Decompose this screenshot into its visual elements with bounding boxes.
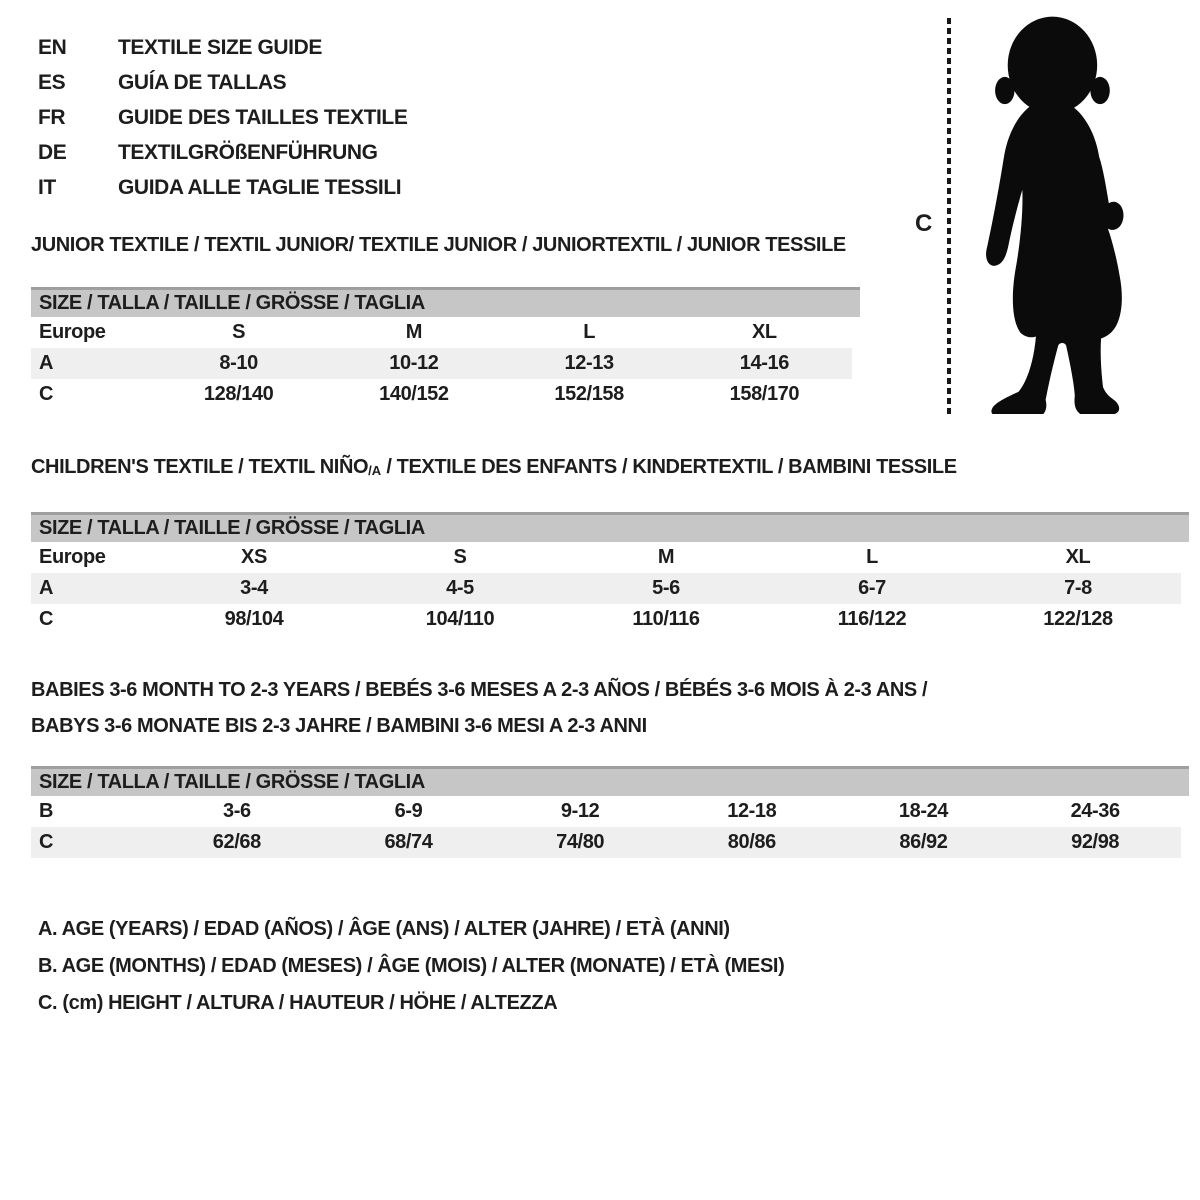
value-cell: 122/128	[1043, 608, 1113, 630]
language-guide-title: TEXTILE SIZE GUIDE	[118, 36, 322, 59]
table-row	[31, 827, 1181, 858]
row-label-cell: B	[39, 800, 54, 822]
value-cell: 98/104	[224, 608, 284, 630]
value-cell: 12-18	[727, 800, 777, 822]
value-cell: 18-24	[898, 800, 949, 822]
value-cell: 3-6	[222, 800, 251, 822]
table-title-text: JUNIOR TEXTILE / TEXTIL JUNIOR/ TEXTILE JUNIOR / JUNIORTEXTIL / JUNIOR TESSILE	[31, 234, 846, 256]
babies-textile-section	[31, 672, 1200, 858]
table-row	[31, 573, 1181, 604]
value-cell: M	[405, 321, 422, 343]
table-row	[31, 542, 1181, 573]
value-cell: 140/152	[379, 383, 449, 405]
size-header-bar: SIZE / TALLA / TAILLE / GRÖSSE / TAGLIA	[31, 287, 860, 317]
height-measure-label: C	[915, 210, 932, 237]
value-cell: 158/170	[729, 383, 800, 405]
value-cell: XL	[751, 321, 777, 343]
table-row	[31, 317, 852, 348]
row-label-cell: C	[31, 827, 151, 858]
size-header-bar: SIZE / TALLA / TAILLE / GRÖSSE / TAGLIA	[31, 766, 1189, 796]
value-cell: 10-12	[326, 348, 501, 379]
row-label-cell: C	[39, 608, 54, 630]
table-title-line	[31, 449, 1200, 487]
size-table	[31, 796, 1181, 858]
value-cell: 110/116	[632, 608, 700, 630]
size-table-body	[31, 317, 852, 410]
table-row	[31, 796, 1181, 827]
table-title	[31, 672, 1200, 744]
value-cell: 5-6	[563, 573, 769, 604]
value-cell: S	[453, 546, 467, 568]
language-guide-title: TEXTILGRÖßENFÜHRUNG	[118, 141, 378, 164]
table-title-text: BABIES 3-6 MONTH TO 2-3 YEARS / BEBÉS 3-6 MESES A 2-3 AÑOS / BÉBÉS 3-6 MOIS À 2-3 ANS /	[31, 679, 928, 701]
table-row	[31, 379, 852, 410]
value-cell: 80/86	[666, 827, 838, 858]
value-cell: 86/92	[838, 827, 1010, 858]
table-row	[31, 348, 852, 379]
value-cell: 92/98	[1009, 827, 1181, 858]
row-label-cell: Europe	[39, 321, 106, 343]
value-cell: 24-36	[1070, 800, 1120, 822]
junior-textile-section	[31, 227, 1200, 410]
table-row	[31, 604, 1181, 635]
table-title-text: CHILDREN'S TEXTILE / TEXTIL NIÑO	[31, 456, 369, 478]
value-cell: 74/80	[494, 827, 666, 858]
table-title	[31, 449, 1200, 487]
footnote-line: B. AGE (MONTHS) / EDAD (MESES) / ÂGE (MOIS) / ALTER (MONATE) / ETÀ (MESI)	[38, 955, 785, 977]
value-cell: 6-7	[769, 573, 975, 604]
footnote-line: A. AGE (YEARS) / EDAD (AÑOS) / ÂGE (ANS) / ALTER (JAHRE) / ETÀ (ANNI)	[38, 918, 730, 940]
size-table	[31, 317, 852, 410]
language-code: IT	[38, 176, 56, 199]
value-cell: 4-5	[357, 573, 563, 604]
value-cell: 9-12	[560, 800, 600, 822]
value-cell: 116/122	[837, 608, 907, 630]
row-label-cell: A	[31, 348, 151, 379]
value-cell: XS	[241, 546, 267, 568]
value-cell: XL	[1065, 546, 1091, 568]
footnote-line: C. (cm) HEIGHT / ALTURA / HAUTEUR / HÖHE / ALTEZZA	[38, 992, 558, 1014]
value-cell: 152/158	[554, 383, 624, 405]
value-cell: 128/140	[203, 383, 274, 405]
language-guide-title: GUÍA DE TALLAS	[118, 71, 287, 94]
value-cell: 104/110	[425, 608, 495, 630]
value-cell: L	[583, 321, 596, 343]
size-table-body	[31, 542, 1181, 635]
row-label-cell: Europe	[39, 546, 106, 568]
table-title-line	[31, 672, 1200, 708]
value-cell: 14-16	[677, 348, 852, 379]
size-header-bar: SIZE / TALLA / TAILLE / GRÖSSE / TAGLIA	[31, 512, 1189, 542]
language-guide-title: GUIDE DES TAILLES TEXTILE	[118, 106, 408, 129]
childrens-textile-section	[31, 449, 1200, 635]
language-guide-title: GUIDA ALLE TAGLIE TESSILI	[118, 176, 402, 199]
value-cell: M	[657, 546, 675, 568]
value-cell: 68/74	[323, 827, 495, 858]
language-code: EN	[38, 36, 67, 59]
language-code: FR	[38, 106, 66, 129]
size-tables-content	[31, 0, 1200, 1022]
table-title-line	[31, 708, 1200, 744]
value-cell: L	[866, 546, 878, 568]
size-table	[31, 542, 1181, 635]
table-title-text: /A	[368, 463, 382, 478]
value-cell: 12-13	[502, 348, 677, 379]
value-cell: S	[232, 321, 246, 343]
table-title-text: BABYS 3-6 MONATE BIS 2-3 JAHRE / BAMBINI 3-6 MESI A 2-3 ANNI	[31, 715, 647, 737]
row-label-cell: A	[31, 573, 151, 604]
value-cell: 6-9	[394, 800, 423, 822]
value-cell: 7-8	[975, 573, 1181, 604]
size-table-body	[31, 796, 1181, 858]
footnote-legend	[38, 911, 1200, 1022]
value-cell: 62/68	[151, 827, 323, 858]
table-title	[31, 227, 1200, 263]
value-cell: 3-4	[151, 573, 357, 604]
row-label-cell: C	[39, 383, 54, 405]
language-code: DE	[38, 141, 67, 164]
table-title-line	[31, 227, 1200, 263]
table-title-text: / TEXTILE DES ENFANTS / KINDERTEXTIL / BAMBINI TESSILE	[381, 456, 957, 478]
value-cell: 8-10	[151, 348, 326, 379]
language-code: ES	[38, 71, 66, 94]
